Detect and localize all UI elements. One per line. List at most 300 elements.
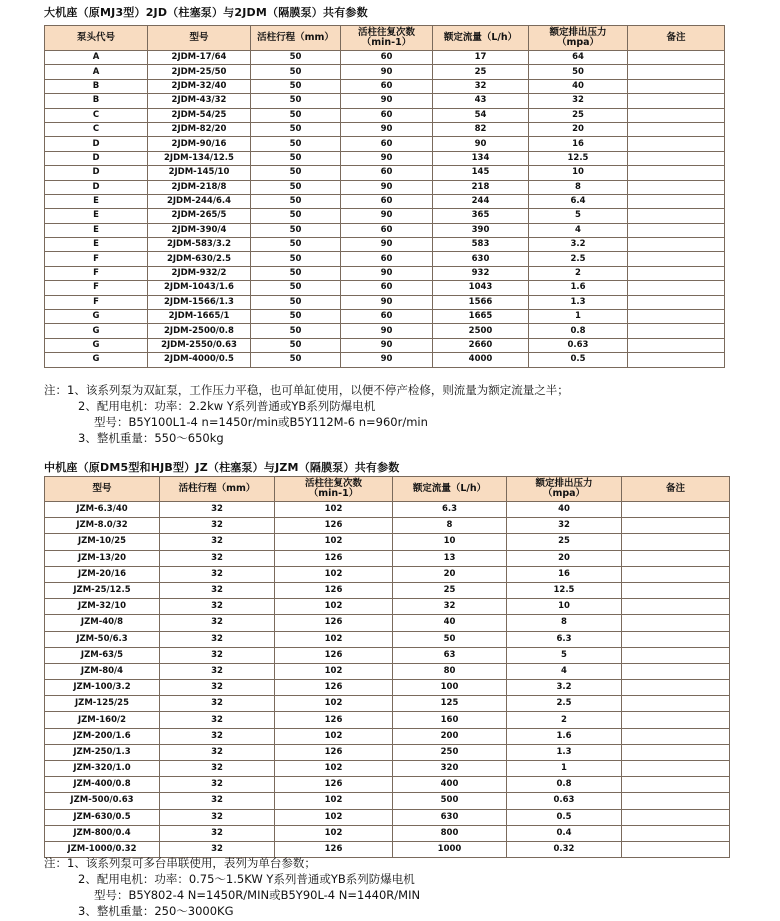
- table-cell: 50: [251, 338, 341, 352]
- table-row: [45, 582, 730, 598]
- table-cell: [628, 223, 725, 237]
- table-cell: 50: [251, 122, 341, 136]
- table-cell: [628, 353, 725, 367]
- table-cell: 2JDM-145/10: [148, 166, 251, 180]
- table-cell: JZM-25/12.5: [45, 582, 160, 598]
- table-cell: JZM-160/2: [45, 712, 160, 728]
- table-cell: F: [45, 266, 148, 280]
- table-cell: 82: [433, 122, 529, 136]
- table-cell: [622, 582, 730, 598]
- table-cell: 50: [251, 166, 341, 180]
- table-row: [45, 744, 730, 760]
- table-row: [45, 324, 725, 338]
- table-cell: 2JDM-390/4: [148, 223, 251, 237]
- table-cell: 32: [160, 502, 275, 518]
- table-cell: 102: [275, 663, 393, 679]
- table-cell: [628, 79, 725, 93]
- table-cell: 0.8: [529, 324, 628, 338]
- table-cell: 2JDM-2500/0.8: [148, 324, 251, 338]
- table-cell: 126: [275, 777, 393, 793]
- table-cell: 40: [529, 79, 628, 93]
- table-cell: 50: [251, 108, 341, 122]
- note-1: 注：1、该系列泵为双缸泵，工作压力平稳，也可单缸使用，以便不停产检修，则流量为额定流量之半；: [44, 383, 569, 397]
- table-cell: 32: [160, 550, 275, 566]
- table-cell: 126: [275, 841, 393, 857]
- table-cell: 6.3: [507, 631, 622, 647]
- table-cell: 1043: [433, 281, 529, 295]
- table-cell: [622, 728, 730, 744]
- table-cell: 50: [251, 94, 341, 108]
- table-cell: 320: [393, 761, 507, 777]
- table-cell: A: [45, 65, 148, 79]
- note-2: 2、配用电机：功率：0.75～1.5KW Y系列普通或YB系列防爆电机: [78, 872, 415, 886]
- column-header: 备注: [622, 477, 730, 502]
- column-header: 备注: [628, 26, 725, 51]
- table-cell: 12.5: [507, 582, 622, 598]
- table-cell: JZM-200/1.6: [45, 728, 160, 744]
- table-header-row: [45, 26, 725, 51]
- table-row: [45, 79, 725, 93]
- table-cell: 390: [433, 223, 529, 237]
- table-cell: [628, 122, 725, 136]
- table-row: [45, 680, 730, 696]
- note-3: 型号：B5Y802-4 N=1450R/MIN或B5Y90L-4 N=1440R/MIN: [94, 888, 421, 902]
- table-cell: JZM-50/6.3: [45, 631, 160, 647]
- table-row: [45, 615, 730, 631]
- table-cell: 2.5: [507, 696, 622, 712]
- table-cell: 2JDM-218/8: [148, 180, 251, 194]
- table-row: [45, 209, 725, 223]
- table-cell: JZM-800/0.4: [45, 825, 160, 841]
- table-cell: JZM-80/4: [45, 663, 160, 679]
- column-header: 活柱行程（mm）: [160, 477, 275, 502]
- table-cell: 32: [160, 793, 275, 809]
- table-cell: 2: [529, 266, 628, 280]
- table-cell: E: [45, 194, 148, 208]
- table-cell: JZM-40/8: [45, 615, 160, 631]
- table-cell: 60: [341, 223, 433, 237]
- table-cell: [622, 534, 730, 550]
- large-base-spec-table: [44, 25, 725, 368]
- table-cell: 2JDM-43/32: [148, 94, 251, 108]
- column-header: 活柱行程（mm）: [251, 26, 341, 51]
- table-cell: 32: [160, 534, 275, 550]
- table-cell: 4000: [433, 353, 529, 367]
- table-row: [45, 663, 730, 679]
- table-cell: 630: [393, 809, 507, 825]
- table-row: [45, 696, 730, 712]
- table-cell: 0.8: [507, 777, 622, 793]
- table-cell: E: [45, 209, 148, 223]
- column-header: 额定排出压力 （mpa）: [529, 26, 628, 51]
- table-cell: 60: [341, 310, 433, 324]
- table-cell: 60: [341, 79, 433, 93]
- table-cell: [622, 599, 730, 615]
- table-cell: [622, 550, 730, 566]
- table-cell: 32: [160, 841, 275, 857]
- table-row: [45, 338, 725, 352]
- table-cell: 50: [251, 266, 341, 280]
- table-row: [45, 223, 725, 237]
- table-row: [45, 566, 730, 582]
- table-cell: 4: [507, 663, 622, 679]
- table-cell: 145: [433, 166, 529, 180]
- table-row: [45, 712, 730, 728]
- table-cell: 90: [341, 151, 433, 165]
- table-cell: 2JDM-90/16: [148, 137, 251, 151]
- table-cell: F: [45, 281, 148, 295]
- column-header: 型号: [148, 26, 251, 51]
- table-cell: 90: [341, 266, 433, 280]
- table-cell: 2JDM-1043/1.6: [148, 281, 251, 295]
- table-cell: 102: [275, 761, 393, 777]
- table-cell: [622, 631, 730, 647]
- table-cell: [628, 266, 725, 280]
- table-cell: 50: [251, 238, 341, 252]
- table-cell: 126: [275, 550, 393, 566]
- table-cell: 2500: [433, 324, 529, 338]
- column-header: 活柱往复次数 （min-1）: [275, 477, 393, 502]
- table-row: [45, 777, 730, 793]
- table-cell: [628, 137, 725, 151]
- note-1: 注：1、该系列泵可多台串联使用，表列为单台参数；: [44, 856, 316, 870]
- table-cell: 13: [393, 550, 507, 566]
- table-cell: 1566: [433, 295, 529, 309]
- table-cell: 32: [160, 647, 275, 663]
- table-row: [45, 252, 725, 266]
- table-cell: 160: [393, 712, 507, 728]
- table-cell: 90: [341, 324, 433, 338]
- table-cell: 50: [251, 194, 341, 208]
- table-cell: [628, 238, 725, 252]
- table-cell: JZM-125/25: [45, 696, 160, 712]
- table-row: [45, 518, 730, 534]
- table-cell: 102: [275, 728, 393, 744]
- table-row: [45, 65, 725, 79]
- table-cell: 90: [341, 353, 433, 367]
- table-row: [45, 151, 725, 165]
- table-cell: [622, 663, 730, 679]
- table-cell: F: [45, 295, 148, 309]
- table-cell: [622, 696, 730, 712]
- table-header-row: [45, 477, 730, 502]
- table-cell: JZM-100/3.2: [45, 680, 160, 696]
- table-cell: JZM-20/16: [45, 566, 160, 582]
- table-cell: 40: [507, 502, 622, 518]
- table-cell: 126: [275, 680, 393, 696]
- table-cell: 32: [160, 599, 275, 615]
- table-cell: 50: [251, 51, 341, 65]
- table-cell: 2JDM-4000/0.5: [148, 353, 251, 367]
- table-cell: 60: [341, 281, 433, 295]
- table-row: [45, 51, 725, 65]
- table-cell: 25: [433, 65, 529, 79]
- table-cell: 8: [393, 518, 507, 534]
- table-cell: 126: [275, 647, 393, 663]
- table-cell: G: [45, 310, 148, 324]
- section1-notes: [44, 382, 569, 446]
- table-cell: JZM-32/10: [45, 599, 160, 615]
- table-cell: 2JDM-82/20: [148, 122, 251, 136]
- table-cell: 102: [275, 809, 393, 825]
- table-cell: 102: [275, 534, 393, 550]
- table-cell: 5: [529, 209, 628, 223]
- table-cell: [622, 615, 730, 631]
- table-cell: 90: [341, 65, 433, 79]
- table-cell: [622, 809, 730, 825]
- table-cell: 50: [251, 65, 341, 79]
- table-cell: 60: [341, 166, 433, 180]
- table-row: [45, 728, 730, 744]
- table-cell: 126: [275, 615, 393, 631]
- table-cell: C: [45, 108, 148, 122]
- table-cell: 244: [433, 194, 529, 208]
- table-cell: JZM-8.0/32: [45, 518, 160, 534]
- table-cell: 2JDM-583/3.2: [148, 238, 251, 252]
- table-cell: 2JDM-25/50: [148, 65, 251, 79]
- table-cell: 0.5: [529, 353, 628, 367]
- table-cell: JZM-250/1.3: [45, 744, 160, 760]
- table-cell: [622, 712, 730, 728]
- table-cell: 50: [251, 252, 341, 266]
- table-cell: JZM-10/25: [45, 534, 160, 550]
- table-row: [45, 761, 730, 777]
- table-cell: 1.3: [507, 744, 622, 760]
- table-cell: B: [45, 94, 148, 108]
- table-cell: 80: [393, 663, 507, 679]
- table-cell: 102: [275, 631, 393, 647]
- table-cell: [628, 338, 725, 352]
- table-cell: JZM-6.3/40: [45, 502, 160, 518]
- table-cell: 32: [160, 696, 275, 712]
- table-row: [45, 295, 725, 309]
- table-cell: JZM-320/1.0: [45, 761, 160, 777]
- table-cell: 25: [507, 534, 622, 550]
- table-cell: 60: [341, 51, 433, 65]
- table-cell: F: [45, 252, 148, 266]
- table-cell: [622, 841, 730, 857]
- table-cell: 90: [341, 122, 433, 136]
- table-cell: 0.32: [507, 841, 622, 857]
- table-cell: E: [45, 238, 148, 252]
- table-cell: [628, 51, 725, 65]
- table-cell: 4: [529, 223, 628, 237]
- table-cell: 90: [341, 238, 433, 252]
- table-cell: 932: [433, 266, 529, 280]
- table-row: [45, 550, 730, 566]
- table-cell: 40: [393, 615, 507, 631]
- table-cell: 400: [393, 777, 507, 793]
- table-cell: 102: [275, 825, 393, 841]
- table-cell: 630: [433, 252, 529, 266]
- table-cell: 100: [393, 680, 507, 696]
- table-cell: 32: [160, 761, 275, 777]
- table-cell: 6.4: [529, 194, 628, 208]
- table-row: [45, 281, 725, 295]
- table-cell: E: [45, 223, 148, 237]
- table-cell: 1.3: [529, 295, 628, 309]
- table-cell: 2JDM-1665/1: [148, 310, 251, 324]
- table-cell: 1.6: [529, 281, 628, 295]
- table-row: [45, 809, 730, 825]
- table-cell: 16: [507, 566, 622, 582]
- table-cell: 32: [160, 825, 275, 841]
- table-cell: 0.63: [529, 338, 628, 352]
- table-cell: 126: [275, 744, 393, 760]
- table-row: [45, 137, 725, 151]
- table-cell: 0.4: [507, 825, 622, 841]
- table-cell: 1000: [393, 841, 507, 857]
- table-cell: [622, 793, 730, 809]
- table-cell: 3.2: [529, 238, 628, 252]
- section1-title: 大机座（原MJ3型）2JD（柱塞泵）与2JDM（隔膜泵）共有参数: [44, 6, 368, 19]
- table-cell: 2JDM-32/40: [148, 79, 251, 93]
- table-cell: 126: [275, 518, 393, 534]
- table-cell: [622, 518, 730, 534]
- table-cell: 32: [433, 79, 529, 93]
- table-cell: [628, 281, 725, 295]
- note-3: 型号：B5Y100L1-4 n=1450r/min或B5Y112M-6 n=960r/min: [94, 415, 428, 429]
- table-cell: 32: [160, 712, 275, 728]
- table-cell: 2JDM-134/12.5: [148, 151, 251, 165]
- table-cell: 50: [251, 151, 341, 165]
- table-cell: C: [45, 122, 148, 136]
- table-cell: 32: [160, 663, 275, 679]
- table-cell: [622, 744, 730, 760]
- table-cell: 10: [507, 599, 622, 615]
- table-cell: 90: [341, 295, 433, 309]
- table-cell: 90: [341, 338, 433, 352]
- table-cell: [628, 151, 725, 165]
- table-row: [45, 534, 730, 550]
- column-header: 额定排出压力 （mpa）: [507, 477, 622, 502]
- table-cell: 125: [393, 696, 507, 712]
- table-cell: 50: [251, 295, 341, 309]
- table-cell: [622, 680, 730, 696]
- table-cell: 2: [507, 712, 622, 728]
- table-cell: 3.2: [507, 680, 622, 696]
- medium-base-spec-table: [44, 476, 730, 858]
- column-header: 额定流量（L/h）: [393, 477, 507, 502]
- table-cell: 1.6: [507, 728, 622, 744]
- table-cell: 2JDM-17/64: [148, 51, 251, 65]
- table-cell: [628, 324, 725, 338]
- table-cell: [628, 166, 725, 180]
- table-cell: 5: [507, 647, 622, 663]
- table-cell: [628, 180, 725, 194]
- table-row: [45, 647, 730, 663]
- table-cell: 32: [160, 631, 275, 647]
- table-cell: 10: [529, 166, 628, 180]
- table-cell: 2JDM-630/2.5: [148, 252, 251, 266]
- table-cell: [628, 94, 725, 108]
- table-cell: JZM-500/0.63: [45, 793, 160, 809]
- table-cell: 800: [393, 825, 507, 841]
- table-cell: [622, 566, 730, 582]
- table-cell: 102: [275, 696, 393, 712]
- table-cell: 50: [251, 310, 341, 324]
- table-cell: 32: [507, 518, 622, 534]
- table-cell: A: [45, 51, 148, 65]
- table-cell: 16: [529, 137, 628, 151]
- table-cell: 8: [529, 180, 628, 194]
- table-row: [45, 599, 730, 615]
- table-cell: [628, 209, 725, 223]
- table-cell: 102: [275, 793, 393, 809]
- table-row: [45, 166, 725, 180]
- table-cell: G: [45, 324, 148, 338]
- table-cell: JZM-63/5: [45, 647, 160, 663]
- table-cell: 25: [529, 108, 628, 122]
- table-cell: 200: [393, 728, 507, 744]
- table-cell: 102: [275, 566, 393, 582]
- table-cell: JZM-13/20: [45, 550, 160, 566]
- table-row: [45, 266, 725, 280]
- table-cell: [628, 108, 725, 122]
- table-row: [45, 108, 725, 122]
- table-cell: 102: [275, 599, 393, 615]
- table-cell: 64: [529, 51, 628, 65]
- table-cell: 20: [507, 550, 622, 566]
- table-cell: 32: [529, 94, 628, 108]
- table-cell: 90: [341, 209, 433, 223]
- table-row: [45, 825, 730, 841]
- table-cell: 365: [433, 209, 529, 223]
- table-cell: 1: [529, 310, 628, 324]
- table-cell: 50: [251, 281, 341, 295]
- table-cell: 2JDM-244/6.4: [148, 194, 251, 208]
- table-cell: [622, 761, 730, 777]
- table-cell: 50: [251, 137, 341, 151]
- table-cell: 32: [160, 728, 275, 744]
- table-cell: JZM-400/0.8: [45, 777, 160, 793]
- table-row: [45, 94, 725, 108]
- table-cell: D: [45, 151, 148, 165]
- table-cell: 8: [507, 615, 622, 631]
- table-cell: 32: [393, 599, 507, 615]
- table-cell: 2.5: [529, 252, 628, 266]
- table-cell: 10: [393, 534, 507, 550]
- table-cell: 2JDM-1566/1.3: [148, 295, 251, 309]
- table-cell: JZM-1000/0.32: [45, 841, 160, 857]
- table-cell: 90: [341, 94, 433, 108]
- table-cell: 60: [341, 252, 433, 266]
- table-row: [45, 194, 725, 208]
- table-row: [45, 631, 730, 647]
- table-cell: 50: [393, 631, 507, 647]
- table-row: [45, 122, 725, 136]
- table-cell: [622, 647, 730, 663]
- table-cell: 32: [160, 582, 275, 598]
- note-2: 2、配用电机：功率：2.2kw Y系列普通或YB系列防爆电机: [78, 399, 376, 413]
- table-cell: [628, 310, 725, 324]
- table-cell: 126: [275, 582, 393, 598]
- table-cell: 20: [393, 566, 507, 582]
- table-cell: 17: [433, 51, 529, 65]
- table-cell: 2JDM-54/25: [148, 108, 251, 122]
- table-cell: 50: [251, 180, 341, 194]
- column-header: 型号: [45, 477, 160, 502]
- note-4: 3、整机重量：250～3000KG: [78, 904, 234, 918]
- table-cell: 1: [507, 761, 622, 777]
- table-cell: 2JDM-265/5: [148, 209, 251, 223]
- table-cell: [622, 777, 730, 793]
- table-cell: 32: [160, 744, 275, 760]
- table-cell: 32: [160, 680, 275, 696]
- table-cell: D: [45, 166, 148, 180]
- table-cell: 12.5: [529, 151, 628, 165]
- table-row: [45, 793, 730, 809]
